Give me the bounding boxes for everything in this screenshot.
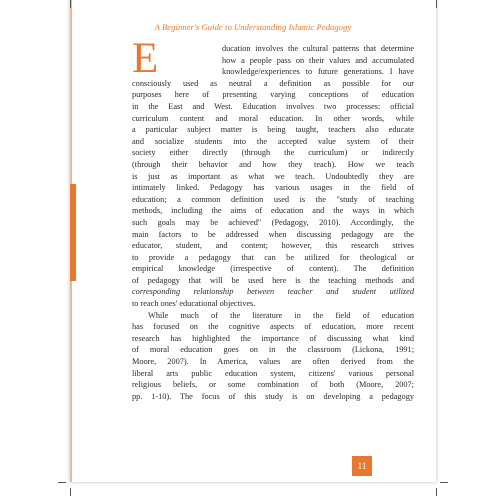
text-line: Moore, 2007). In America, values are often derived from the	[132, 357, 414, 367]
crop-mark	[70, 488, 71, 496]
text-line: (through their behavior and how they teach). How we teach	[132, 159, 414, 169]
text-line: curriculum content and moral education. In other words, while	[132, 113, 414, 123]
text-line: in the East and West. Education involves two processes: official	[132, 101, 414, 111]
crop-mark	[436, 488, 437, 496]
crop-mark	[70, 0, 71, 8]
text-line: liberal arts public education system, citizens' various personal	[132, 368, 414, 378]
crop-mark	[440, 482, 448, 483]
page-number-badge: 11	[352, 456, 372, 476]
running-header: A Beginner's Guide to Understanding Islamic Pedagogy	[154, 22, 352, 32]
text-line: ducation involves the cultural patterns that determine	[222, 44, 414, 53]
text-line: of pedagogy that will be used here is the teaching methods and	[132, 275, 414, 285]
text-line: main factors to be addressed when discussing pedagogy are the	[132, 229, 414, 239]
text-line: knowledge/experiences to future generations. I have	[222, 67, 414, 77]
text-line: pp. 1-10). The focus of this study is on developing a pedagogy	[132, 391, 414, 401]
crop-mark	[58, 482, 66, 483]
text-line: educator, student, and content; however, this research strives	[132, 241, 414, 251]
book-page	[70, 0, 436, 482]
drop-cap: E	[132, 35, 159, 82]
text-line: a particular subject matter is being taught, teachers also educate	[132, 125, 414, 135]
text-line: and socialize students into the accepted value system of their	[132, 136, 414, 146]
text-line: empirical knowledge (irrespective of content). The definition	[132, 264, 414, 274]
text-line: of moral education goes on in the classroom (Lickona, 1991;	[132, 345, 414, 355]
text-line: research has highlighted the importance of discussing what kind	[132, 333, 414, 343]
text-line: While much of the literature in the field of education	[148, 310, 414, 320]
text-line: how a people pass on their values and accumulated	[222, 55, 414, 65]
text-line: to provide a pedagogy that can be utilized for theological or	[132, 252, 414, 262]
text-line: has focused on the cognitive aspects of education, more recent	[132, 322, 414, 332]
chapter-tab-marker	[70, 184, 76, 281]
text-line: to reach ones' educational objectives.	[132, 299, 256, 309]
text-line: society either directly (through the curriculum) or indirectly	[132, 148, 414, 158]
text-line: such goals may be achieved" (Pedagogy, 2010). Accordingly, the	[132, 217, 414, 227]
body-text	[132, 43, 414, 402]
text-line: is just as important as what we teach. Undoubtedly they are	[132, 171, 414, 181]
text-line: corresponding relationship between teacher and student utilized	[132, 287, 414, 297]
text-line: consciously used as neutral a definition as possible for our	[132, 78, 414, 88]
text-line: methods, including the aims of education and the ways in which	[132, 206, 414, 216]
text-line: intimately linked. Pedagogy has various usages in the field of	[132, 183, 414, 193]
text-line: education; a common definition used is the "study of teaching	[132, 194, 414, 204]
crop-mark	[436, 0, 437, 8]
text-line: religious beliefs, or some combination of both (Moore, 2007;	[132, 380, 414, 390]
text-line: purposes here of presenting varying conceptions of education	[132, 90, 414, 100]
